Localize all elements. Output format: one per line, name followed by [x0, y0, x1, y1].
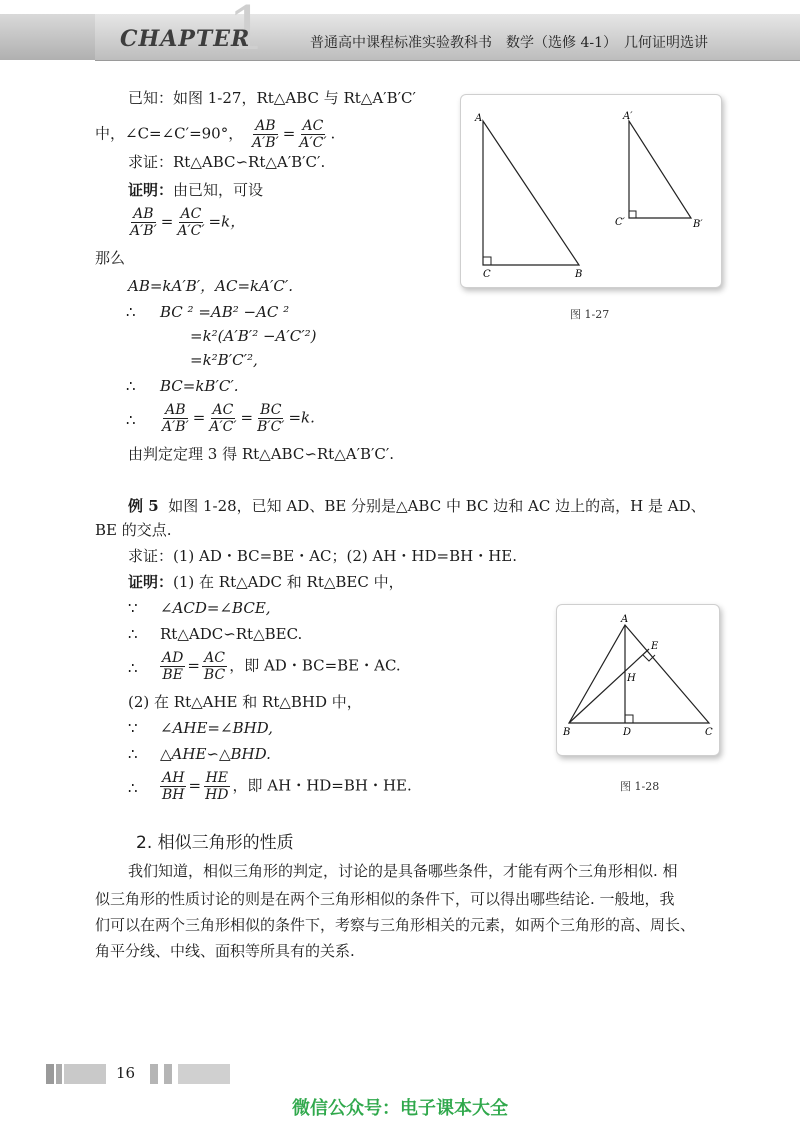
fraction-ac-2: $\frac{AC}{A'C'}$ — [177, 206, 205, 239]
label-d: D — [623, 727, 632, 738]
bc-line-2: =k²(A′B′² −A′C′²) — [190, 327, 317, 345]
book-title: 普通高中课程标准实验教科书 数学（选修 4-1） 几何证明选讲 — [310, 35, 708, 51]
wechat-footer: 微信公众号：电子课本大全 — [292, 1098, 508, 1119]
label-e: E — [651, 641, 659, 652]
therefore-symbol-7: ∴ — [128, 779, 138, 797]
bc-line-1: BC ² =AB² −AC ² — [160, 303, 290, 321]
proof-text: 由已知，可设 — [173, 181, 264, 199]
therefore-symbol-6: ∴ — [128, 745, 138, 763]
fraction-ab-3: $\frac{AB}{A'B'}$ — [162, 402, 189, 435]
therefore-symbol-1: ∴ — [126, 303, 136, 321]
ex5-l3: $\frac{AD}{BE}$ = $\frac{AC}{BC}$ ，即 AD・BC=BE・AC. — [162, 650, 401, 683]
figure-1-28 — [556, 604, 720, 756]
caption-fig-1-27: 图 1-27 — [570, 308, 610, 321]
label-a: A — [475, 113, 483, 124]
example5-p1: (1) 在 Rt△ADC 和 Rt△BEC 中， — [173, 573, 404, 591]
ex5-l6-tail: ，即 AH・HD=BH・HE. — [232, 776, 412, 795]
ex5-l5: △AHE∽△BHD. — [160, 745, 271, 763]
triangle-abc-2 — [569, 625, 709, 723]
therefore-symbol-3: ∴ — [126, 411, 136, 429]
label-a-2: A — [621, 614, 629, 625]
fraction-ac-3: $\frac{AC}{A'C'}$ — [209, 402, 237, 435]
ratio-chain: $\frac{AB}{A'B'}$ = $\frac{AC}{A'C'}$ = $\frac{BC}{B'C'}$ =k. — [162, 402, 315, 435]
section-title: 2. 相似三角形的性质 — [136, 833, 294, 853]
therefore-symbol-4: ∴ — [128, 625, 138, 643]
section-para-line-1: 我们知道，相似三角形的判定，讨论的是具备哪些条件，才能有两个三角形相似. 相 — [128, 862, 678, 880]
label-b: B — [575, 269, 583, 280]
section-para-line-4: 角平分线、中线、面积等所具有的关系. — [95, 942, 355, 960]
ex5-l1: ∠ACD=∠BCE, — [160, 599, 271, 617]
bc-line-4: BC=kB′C′. — [160, 377, 239, 395]
example5-line-2: BE 的交点. — [95, 521, 172, 539]
fraction-ac-bc: $\frac{AC}{BC}$ — [203, 650, 226, 683]
example5-line-1 — [128, 496, 706, 516]
example5-proof-label: 证明： — [128, 573, 174, 591]
fraction-he-hd: $\frac{HE}{HD}$ — [205, 770, 229, 803]
proof-label: 证明： — [128, 181, 174, 199]
fraction-ac: $\frac{AC}{A'C'}$ — [299, 118, 327, 151]
fraction-ah-bh: $\frac{AH}{BH}$ — [162, 770, 185, 803]
example5-prove: 求证：(1) AD・BC=BE・AC；(2) AH・HD=BH・HE. — [128, 547, 518, 565]
chapter-label: CHAPTER — [120, 26, 251, 52]
fraction-ab-2: $\frac{AB}{A'B'}$ — [130, 206, 157, 239]
example5-text-1: 如图 1-28，已知 AD、BE 分别是△ABC 中 BC 边和 AC 边上的高，H 是 AD、 — [168, 497, 706, 515]
bc-line-3: =k²B′C′², — [190, 351, 258, 369]
therefore-symbol-2: ∴ — [126, 377, 136, 395]
ab-kab-line: AB=kA′B′，AC=kA′C′. — [128, 277, 294, 295]
set-k-line: $\frac{AB}{A'B'}$ = $\frac{AC}{A'C'}$ =k， — [130, 206, 246, 239]
right-angle-c2 — [629, 211, 636, 218]
given-line-1: 已知：如图 1-27，Rt△ABC 与 Rt△A′B′C′ — [128, 89, 416, 107]
section-para-line-3: 们可以在两个三角形相似的条件下，考察与三角形相关的元素，如两个三角形的高、周长、 — [95, 916, 696, 934]
footer-bars — [46, 1064, 106, 1084]
right-angle-c — [483, 257, 491, 265]
label-c-2: C — [705, 727, 713, 738]
ex5-l6: $\frac{AH}{BH}$ = $\frac{HE}{HD}$ ，即 AH・HD=BH・HE. — [162, 770, 412, 803]
ex5-l4: ∠AHE=∠BHD, — [160, 719, 273, 737]
therefore-symbol-5: ∴ — [128, 659, 138, 677]
fraction-ab: $\frac{AB}{A'B'}$ — [252, 118, 279, 151]
footer-bars-right — [150, 1064, 230, 1084]
right-angle-d — [625, 715, 633, 723]
label-c: C — [483, 269, 491, 280]
k-suffix: =k， — [208, 212, 246, 231]
because-symbol-2: ∵ — [128, 719, 138, 737]
caption-fig-1-28: 图 1-28 — [620, 780, 660, 793]
page-number: 16 — [116, 1064, 136, 1082]
ex5-p2: (2) 在 Rt△AHE 和 Rt△BHD 中， — [128, 693, 362, 711]
page-header — [0, 0, 800, 70]
example5-proof-1 — [128, 572, 404, 592]
label-b2: B′ — [693, 219, 703, 230]
label-a2: A′ — [623, 111, 633, 122]
label-b-2: B — [563, 727, 571, 738]
given-angle: 中，∠C=∠C′=90°， — [95, 124, 244, 143]
triangle-abc — [483, 121, 579, 265]
section-para-line-2: 似三角形的性质讨论的则是在两个三角形相似的条件下，可以得出哪些结论. 一般地，我 — [95, 890, 675, 908]
ex5-l2: Rt△ADC∽Rt△BEC. — [160, 625, 303, 643]
fraction-bc: $\frac{BC}{B'C'}$ — [257, 402, 285, 435]
fraction-ad-be: $\frac{AD}{BE}$ — [162, 650, 184, 683]
header-left-block — [0, 14, 95, 60]
prove-line: 求证：Rt△ABC∽Rt△A′B′C′. — [128, 153, 326, 171]
example5-label: 例 5 — [128, 497, 159, 515]
altitude-be — [569, 649, 649, 723]
chapter-number: 1 — [228, 0, 267, 64]
figure-1-27-svg — [461, 95, 721, 287]
because-symbol-1: ∵ — [128, 599, 138, 617]
given-line-2: 中，∠C=∠C′=90°， $\frac{AB}{A'B'}$ = $\frac{AC}{A'C'}$ . — [95, 118, 336, 151]
so-line: 那么 — [95, 249, 126, 267]
conclusion-line: 由判定定理 3 得 Rt△ABC∽Rt△A′B′C′. — [128, 445, 395, 463]
proof-line — [128, 180, 263, 200]
ex5-l3-tail: ，即 AD・BC=BE・AC. — [229, 656, 401, 675]
figure-1-28-svg — [557, 605, 719, 755]
triangle-a2b2c2 — [629, 121, 691, 218]
label-c2: C′ — [615, 217, 625, 228]
eq-end: =k. — [288, 408, 315, 427]
label-h: H — [627, 673, 636, 684]
figure-1-27 — [460, 94, 722, 288]
